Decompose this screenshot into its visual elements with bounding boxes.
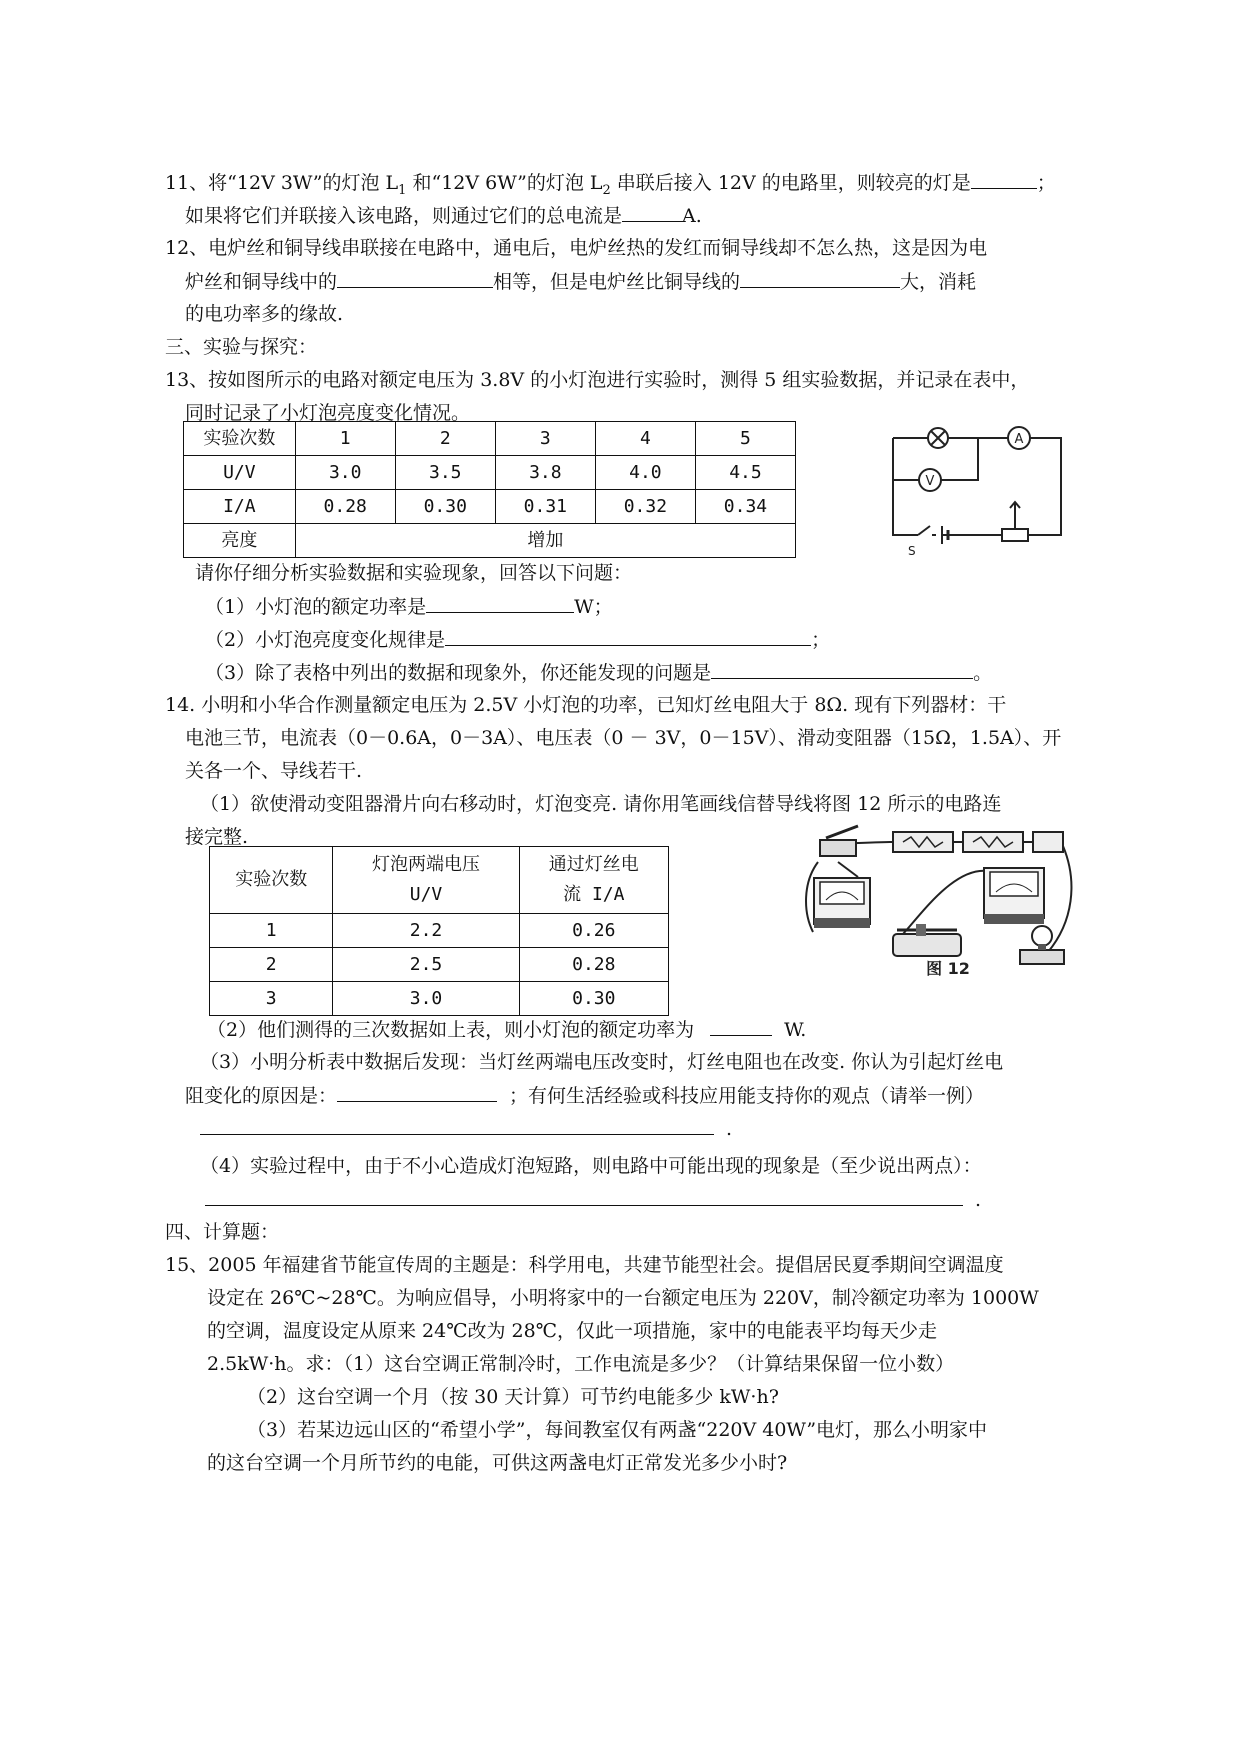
table-row xyxy=(184,524,796,558)
q14-sub1-line2: 接完整. xyxy=(185,826,249,848)
figure-12-caption: 图 12 xyxy=(926,959,970,978)
q15-line6: （3）若某边远山区的“希望小学”，每间教室仅有两盏“220V 40W”电灯，那么小明家中 xyxy=(247,1419,988,1441)
q15-line3: 的空调，温度设定从原来 24℃改为 28℃，仅此一项措施，家中的电能表平均每天少走 xyxy=(207,1320,937,1342)
q11-text-b: 和“12V 6W”的灯泡 L xyxy=(406,172,603,194)
q14-sub3-line2 xyxy=(185,1079,984,1113)
q13-prompt: 请你仔细分析实验数据和实验现象，回答以下问题： xyxy=(195,562,633,584)
table-row xyxy=(210,948,669,982)
table-cell: 3.0 xyxy=(333,982,519,1016)
ammeter-icon xyxy=(1008,427,1030,449)
q11-blank-current[interactable] xyxy=(622,199,682,222)
table-cell: 1 xyxy=(210,914,333,948)
q12-text-b: 相等，但是电炉丝比铜导线的 xyxy=(493,271,741,293)
table-row xyxy=(184,456,796,490)
table-cell: 1 xyxy=(295,422,395,456)
table-cell: 0.26 xyxy=(519,914,668,948)
rheostat-icon xyxy=(893,924,961,956)
q15-line1: 15、2005 年福建省节能宣传周的主题是：科学用电，共建节能型社会。提倡居民夏季期间空调温度 xyxy=(165,1254,1004,1276)
q11-sub2: 2 xyxy=(602,182,611,198)
table-header-line: 通过灯丝电 xyxy=(548,854,639,875)
q14-blank-cause[interactable] xyxy=(337,1079,497,1102)
table-cell: 3.5 xyxy=(395,456,495,490)
q14-blank-rated-power[interactable] xyxy=(710,1013,772,1036)
table-cell: 3 xyxy=(495,422,595,456)
q14-sub2-text: （2）他们测得的三次数据如上表，则小灯泡的额定功率为 xyxy=(207,1019,695,1041)
q13-sub1-text: （1）小灯泡的额定功率是 xyxy=(205,596,427,618)
q15-line5: （2）这台空调一个月（按 30 天计算）可节约电能多少 kW·h? xyxy=(247,1386,779,1408)
table-header-line: U/V xyxy=(409,884,443,905)
q11-blank-brighter[interactable] xyxy=(971,166,1037,189)
switch-label: S xyxy=(908,544,916,558)
table-cell: 4.5 xyxy=(695,456,795,490)
q13-sub2-end: ； xyxy=(811,629,831,651)
q13-line1: 13、按如图所示的电路对额定电压为 3.8V 的小灯泡进行实验时，测得 5 组实验数据，并记录在表中， xyxy=(165,369,1030,391)
rheostat-icon xyxy=(1002,529,1028,541)
q14-sub3-line3 xyxy=(200,1112,732,1146)
table-header-line: 流 I/A xyxy=(563,884,625,905)
q13-sub1-unit: W； xyxy=(574,596,613,618)
table-row xyxy=(210,914,669,948)
q13-sub3 xyxy=(205,656,992,690)
q11-end1: ； xyxy=(1036,172,1056,194)
lamp-icon xyxy=(928,428,948,448)
table-cell: 0.34 xyxy=(695,490,795,524)
q11-sub1: 1 xyxy=(398,182,407,198)
q13-blank-rule[interactable] xyxy=(445,623,811,646)
q13-blank-power[interactable] xyxy=(426,590,574,613)
q13-sub3-end: 。 xyxy=(973,662,993,684)
table-cell: 0.28 xyxy=(519,948,668,982)
q12-line1: 12、电炉丝和铜导线串联接在电路中，通电后，电炉丝热的发红而铜导线却不怎么热，这是因为电 xyxy=(165,237,988,259)
q14-sub3-end: . xyxy=(726,1118,733,1140)
q14-sub4-end: . xyxy=(975,1189,982,1211)
q12-blank-1[interactable] xyxy=(337,265,493,288)
table-cell: 4 xyxy=(595,422,695,456)
table-cell: 2.5 xyxy=(333,948,519,982)
q15-line2: 设定在 26℃~28℃。为响应倡导，小明将家中的一台额定电压为 220V，制冷额定功率为 1000W xyxy=(207,1287,1039,1309)
bulb-icon xyxy=(1020,926,1064,964)
q11-text-d: 如果将它们并联接入该电路，则通过它们的总电流是 xyxy=(185,205,623,227)
q13-line2: 同时记录了小灯泡亮度变化情况。 xyxy=(185,402,471,424)
q12-text-a: 炉丝和铜导线中的 xyxy=(185,271,338,293)
q15-line4: 2.5kW·h。求：（1）这台空调正常制冷时，工作电流是多少？（计算结果保留一位小数） xyxy=(207,1353,955,1375)
table-cell: 0.31 xyxy=(495,490,595,524)
q11-line1 xyxy=(165,166,1056,200)
q15-line7: 的这台空调一个月所节约的电能，可供这两盏电灯正常发光多少小时? xyxy=(207,1452,788,1474)
voltmeter-label: V xyxy=(925,474,935,489)
section-4-heading: 四、计算题： xyxy=(165,1221,280,1243)
q14-sub3-line1: （3）小明分析表中数据后发现：当灯丝两端电压改变时，灯丝电阻也在改变. 你认为引起灯丝电 xyxy=(200,1051,1004,1073)
table-cell: 3.0 xyxy=(295,456,395,490)
q11-text-a: 11、将“12V 3W”的灯泡 L xyxy=(165,172,399,194)
table-cell: 5 xyxy=(695,422,795,456)
table-cell: 实验次数 xyxy=(184,422,296,456)
q11-end2: A. xyxy=(682,205,702,227)
switch-icon xyxy=(908,526,932,558)
q13-sub3-text: （3）除了表格中列出的数据和现象外，你还能发现的问题是 xyxy=(205,662,712,684)
voltmeter-icon xyxy=(984,868,1044,924)
ammeter-label: A xyxy=(1014,432,1024,447)
q14-sub4: （4）实验过程中，由于不小心造成灯泡短路，则电路中可能出现的现象是（至少说出两点）： xyxy=(200,1155,982,1177)
table-cell: 3 xyxy=(210,982,333,1016)
battery-icon xyxy=(893,832,1063,852)
q14-blank-example[interactable] xyxy=(200,1112,714,1135)
q14-line3: 关各一个、导线若干. xyxy=(185,760,363,782)
table-cell: 3.8 xyxy=(495,456,595,490)
q14-line1: 14. 小明和小华合作测量额定电压为 2.5V 小灯泡的功率，已知灯丝电阻大于 8Ω. 现有下列器材：干 xyxy=(165,694,1007,716)
table-cell: 0.30 xyxy=(395,490,495,524)
q13-blank-problem[interactable] xyxy=(711,656,973,679)
q14-sub2-unit: W. xyxy=(784,1019,807,1041)
q12-line2 xyxy=(185,265,976,299)
table-cell: I/A xyxy=(184,490,296,524)
table-cell: 2.2 xyxy=(333,914,519,948)
section-3-heading: 三、实验与探究： xyxy=(165,336,318,358)
table-row xyxy=(210,982,669,1016)
q12-blank-2[interactable] xyxy=(740,265,900,288)
q14-sub3-text-a: 阻变化的原因是： xyxy=(185,1085,338,1107)
table-cell: 2 xyxy=(210,948,333,982)
table-cell: 增加 xyxy=(295,524,795,558)
q14-data-table xyxy=(209,846,669,1016)
q14-sub2 xyxy=(207,1013,806,1047)
table-cell: 4.0 xyxy=(595,456,695,490)
table-cell: 0.32 xyxy=(595,490,695,524)
ammeter-icon xyxy=(814,878,870,928)
q14-sub1-line1: （1）欲使滑动变阻器滑片向右移动时，灯泡变亮. 请你用笔画线信替导线将图 12 所示的电路连 xyxy=(200,793,1002,815)
table-cell: 实验次数 xyxy=(210,847,333,914)
q14-blank-phenomena[interactable] xyxy=(205,1183,963,1206)
q13-data-table xyxy=(183,421,796,558)
table-cell xyxy=(519,847,668,914)
q14-sub3-text-b: ；有何生活经验或科技应用能支持你的观点（请举一例） xyxy=(509,1085,985,1107)
table-row xyxy=(184,422,796,456)
q12-text-c: 大，消耗 xyxy=(900,271,977,293)
table-cell xyxy=(333,847,519,914)
table-cell: 0.30 xyxy=(519,982,668,1016)
table-cell: 2 xyxy=(395,422,495,456)
voltmeter-icon xyxy=(919,469,941,491)
table-header-line: 灯泡两端电压 xyxy=(372,854,480,875)
table-cell: U/V xyxy=(184,456,296,490)
table-cell: 0.28 xyxy=(295,490,395,524)
q14-sub4-answer-line xyxy=(205,1183,981,1217)
table-row xyxy=(184,490,796,524)
switch-icon xyxy=(820,826,858,856)
q11-line2 xyxy=(185,199,702,233)
table-row xyxy=(210,847,669,914)
q13-circuit-diagram xyxy=(880,412,1080,558)
table-cell: 亮度 xyxy=(184,524,296,558)
q13-sub2-text: （2）小灯泡亮度变化规律是 xyxy=(205,629,446,651)
q13-sub1 xyxy=(205,590,613,624)
q11-text-c: 串联后接入 12V 的电路里，则较亮的灯是 xyxy=(610,172,971,194)
q14-line2: 电池三节，电流表（0－0.6A，0－3A）、电压表（0 － 3V，0－15V）、滑动变阻器（15Ω，1.5A）、开 xyxy=(185,727,1062,749)
figure-12-apparatus xyxy=(798,822,1080,982)
q13-sub2 xyxy=(205,623,830,657)
q12-line3: 的电功率多的缘故. xyxy=(185,303,344,325)
